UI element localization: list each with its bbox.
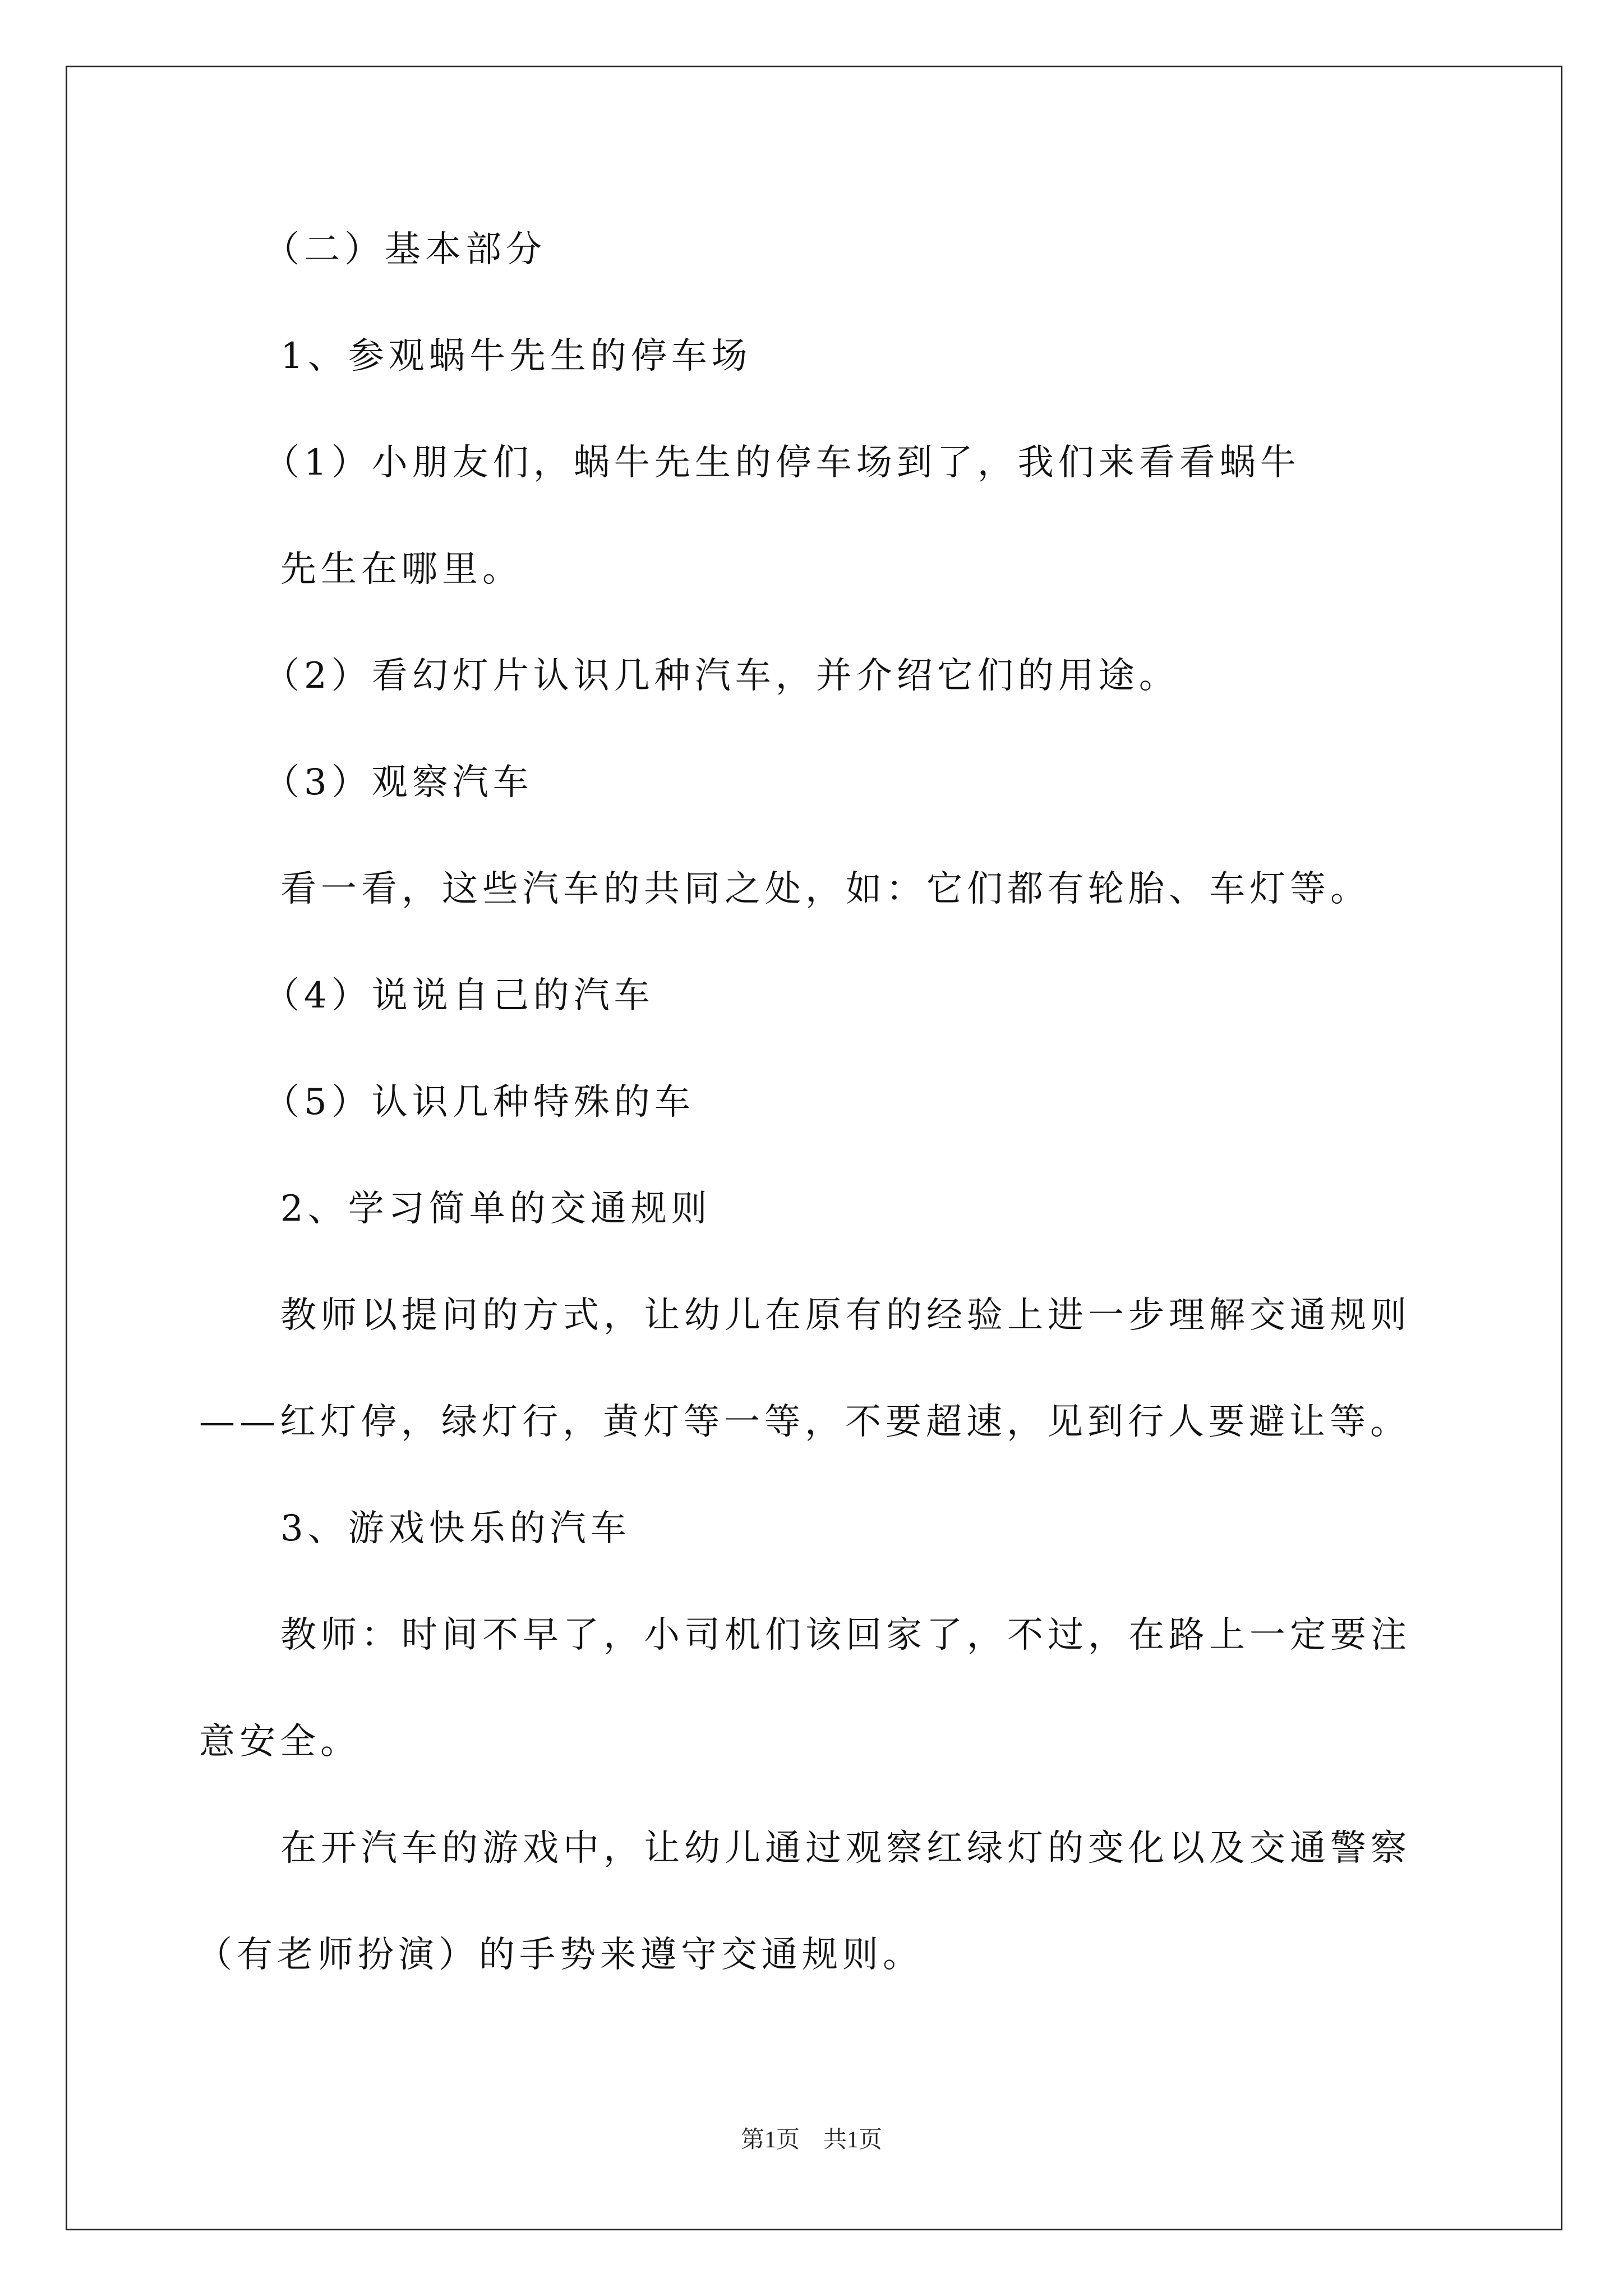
paragraph-line: 教师以提问的方式，让幼儿在原有的经验上进一步理解交通规则 bbox=[280, 1295, 1411, 1336]
paragraph-line: 在开汽车的游戏中，让幼儿通过观察红绿灯的变化以及交通警察 bbox=[280, 1828, 1411, 1869]
paragraph-line: （5）认识几种特殊的车 bbox=[264, 1082, 695, 1123]
section-heading: （二）基本部分 bbox=[264, 229, 546, 270]
paragraph-line: （1）小朋友们，蜗牛先生的停车场到了，我们来看看蜗牛 bbox=[264, 442, 1301, 484]
paragraph-line: （2）看幻灯片认识几种汽车，并介绍它们的用途。 bbox=[264, 655, 1179, 697]
paragraph-line: 教师：时间不早了，小司机们该回家了，不过，在路上一定要注 bbox=[280, 1614, 1411, 1656]
paragraph-line: 意安全。 bbox=[199, 1721, 361, 1763]
subheading-1: 1、参观蜗牛先生的停车场 bbox=[280, 335, 752, 377]
paragraph-line: （4）说说自己的汽车 bbox=[264, 975, 654, 1016]
paragraph-line: （有老师扮演）的手势来遵守交通规则。 bbox=[196, 1934, 923, 1976]
paragraph-line: 先生在哪里。 bbox=[280, 549, 523, 590]
subheading-3: 3、游戏快乐的汽车 bbox=[280, 1508, 631, 1549]
subheading-2: 2、学习简单的交通规则 bbox=[280, 1188, 712, 1230]
page-number-footer: 第1页 共1页 bbox=[740, 2127, 882, 2153]
paragraph-line: （3）观察汽车 bbox=[264, 762, 533, 803]
page-border bbox=[66, 66, 1562, 2230]
paragraph-line: 看一看，这些汽车的共同之处，如：它们都有轮胎、车灯等。 bbox=[280, 868, 1371, 910]
paragraph-line: ——红灯停，绿灯行，黄灯等一等，不要超速，见到行人要避让等。 bbox=[199, 1401, 1410, 1443]
